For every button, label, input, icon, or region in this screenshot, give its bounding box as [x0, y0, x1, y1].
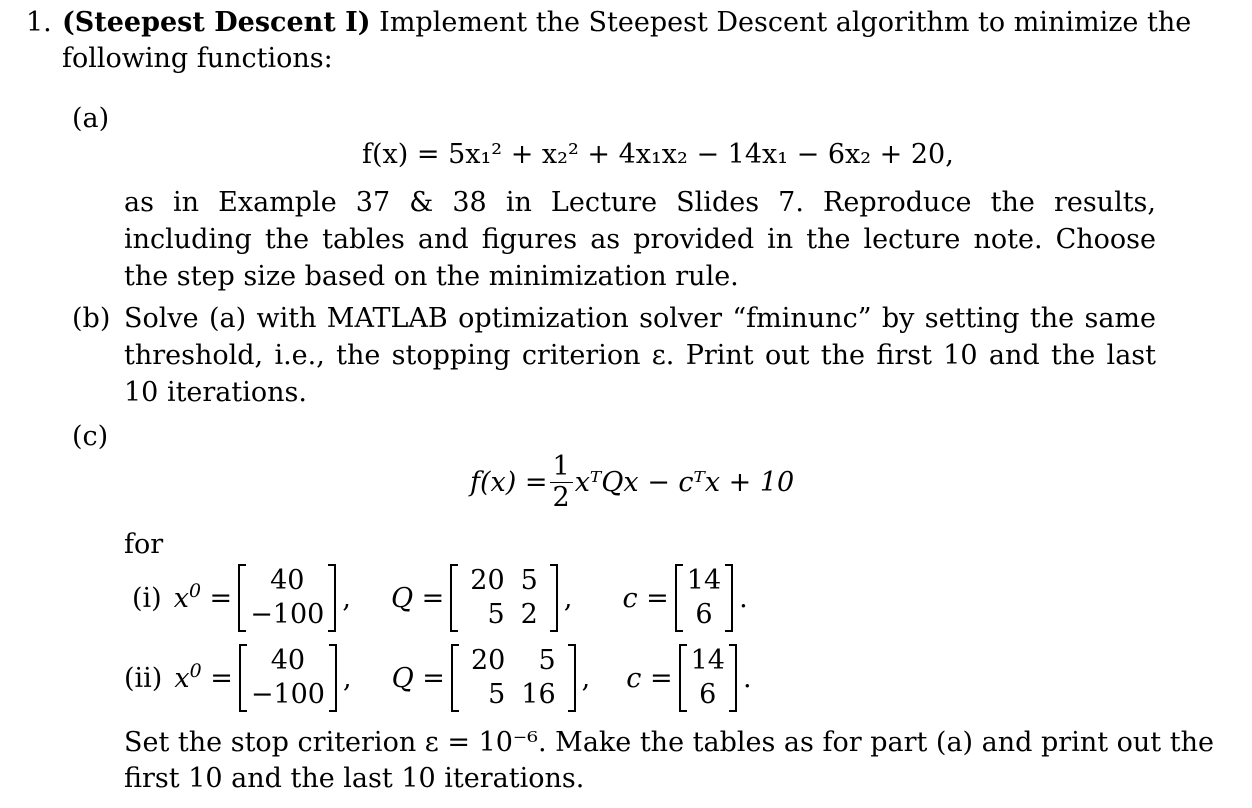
- case-i-row: (i) $x^0$ = 40 −100 , Q = 20 5 5 2 , c = 14 6 .: [132, 565, 748, 630]
- part-b-text: Solve (a) with MATLAB optimization solver “fminunc” by setting the same threshold, i.e., the stopping criterion ε. Print out the first 10 and the last 10 iterations.: [124, 303, 1156, 408]
- matrix-entry: 5: [488, 679, 506, 710]
- case-i-q-symbol: Q =: [390, 582, 445, 614]
- part-c-eq-lhs: f(x) =: [470, 467, 548, 498]
- case-ii-c-symbol: c =: [626, 662, 673, 694]
- case-i-q-matrix: [450, 564, 558, 632]
- vector-entry: 14: [686, 565, 722, 596]
- problem-number: 1.: [26, 7, 52, 38]
- matrix-entry: 5: [487, 599, 505, 630]
- part-c-closing-line2: first 10 and the last 10 iterations.: [124, 763, 585, 794]
- vector-entry: 14: [690, 645, 725, 676]
- fraction-denominator: 2: [552, 482, 570, 513]
- vector-entry: 6: [699, 679, 717, 710]
- part-a-equation: f(x) = 5x₁² + x₂² + 4x₁x₂ − 14x₁ − 6x₂ + 20,: [362, 139, 954, 170]
- part-c-label: (c): [72, 421, 109, 452]
- vector-entry: −100: [250, 599, 325, 630]
- case-ii-q-matrix: [451, 644, 576, 712]
- part-b-label: (b): [72, 303, 111, 334]
- case-ii-row: (ii) $x^0$ = 40 −100 , Q = 20 5 5 16 , c = 14 6 .: [124, 645, 752, 710]
- case-i-c-symbol: c =: [622, 582, 669, 614]
- part-c-eq-fraction: [550, 452, 573, 513]
- case-ii-label: (ii): [124, 662, 163, 694]
- case-ii-x0-symbol: $x^0$ =: [174, 659, 233, 694]
- problem-intro-line1: Implement the Steepest Descent algorithm to minimize the: [379, 7, 1192, 38]
- vector-entry: −100: [250, 679, 325, 710]
- part-a-text: as in Example 37 & 38 in Lecture Slides 7. Reproduce the results, including the tables and figures as provided in the lecture note. Choose the step size based on the minimization rule.: [124, 187, 1156, 292]
- part-c-for-label: for: [124, 529, 164, 560]
- part-c-eq-rhs: xᵀQx − cᵀx + 10: [574, 467, 795, 498]
- vector-entry: 6: [695, 599, 713, 630]
- matrix-entry: 5: [520, 565, 538, 596]
- vector-entry: 40: [270, 565, 305, 596]
- matrix-entry: 20: [470, 565, 505, 596]
- case-ii-x0-vector: [239, 644, 337, 712]
- problem-heading: [62, 4, 1191, 41]
- case-i-x0-vector: [238, 564, 336, 632]
- matrix-entry: 2: [520, 599, 538, 630]
- vector-entry: 40: [270, 645, 306, 676]
- case-i-c-vector: [675, 564, 733, 632]
- part-a-label: (a): [72, 103, 110, 134]
- part-c-equation: [470, 452, 794, 513]
- fraction-numerator: 1: [550, 452, 573, 483]
- problem-title: (Steepest Descent I): [62, 7, 371, 38]
- matrix-entry: 16: [521, 679, 556, 710]
- case-ii-c-vector: [679, 644, 737, 712]
- part-c-closing-line1: Set the stop criterion ε = 10⁻⁶. Make the tables as for part (a) and print out the: [124, 727, 1214, 758]
- matrix-entry: 5: [538, 645, 556, 676]
- matrix-entry: 20: [470, 645, 506, 676]
- case-i-label: (i): [132, 582, 162, 614]
- problem-intro-line2: following functions:: [62, 43, 333, 74]
- case-i-x0-symbol: $x^0$ =: [173, 579, 233, 614]
- case-ii-q-symbol: Q =: [391, 662, 445, 694]
